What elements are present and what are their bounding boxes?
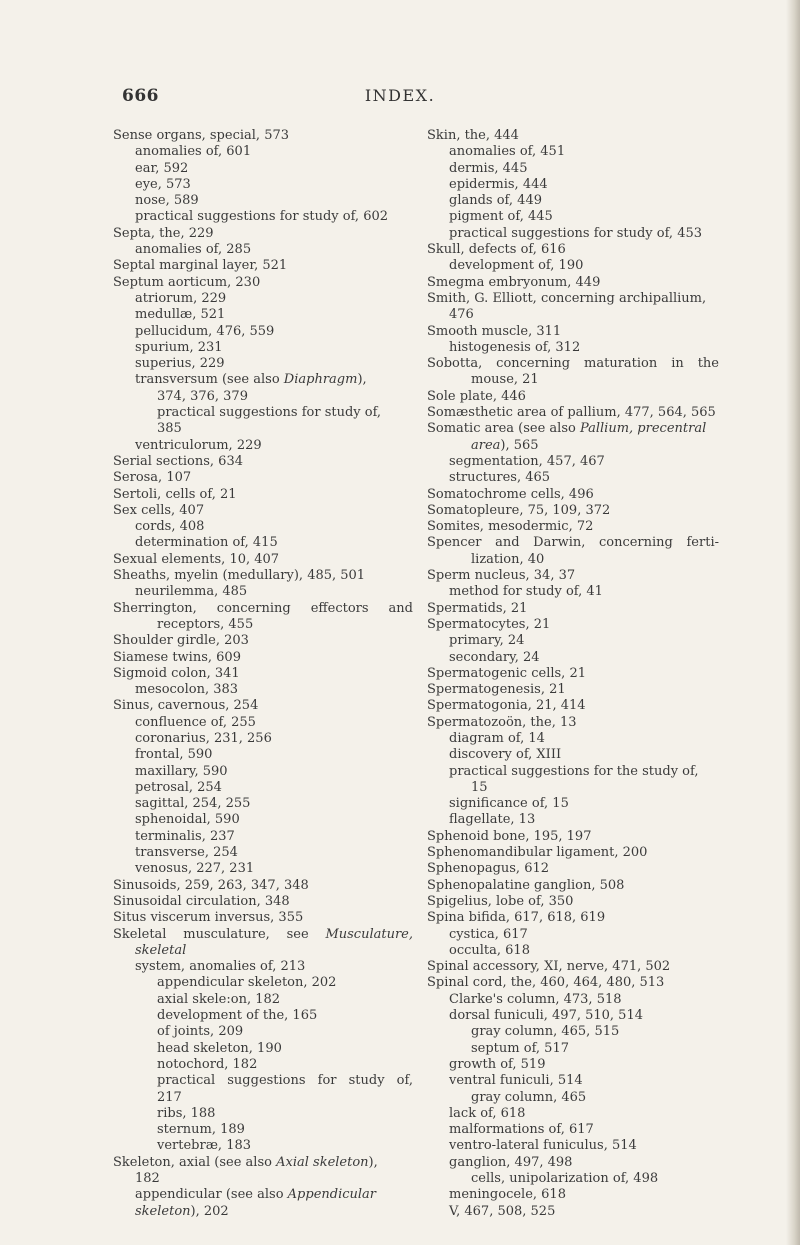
- entry-text: 476: [449, 307, 474, 323]
- index-entry: [427, 829, 719, 845]
- index-entry: [427, 405, 719, 421]
- entry-text: Sinusoidal circulation, 348: [113, 893, 290, 909]
- entry-text: gray column, 465: [471, 1089, 587, 1105]
- entry-text: histogenesis of, 312: [449, 339, 581, 355]
- entry-text: practical suggestions for the study of,: [449, 763, 699, 779]
- index-entry-continuation: [113, 1090, 413, 1106]
- index-entry: [427, 568, 719, 584]
- index-subentry: [427, 764, 719, 780]
- entry-trailing-text: ), 565: [500, 437, 539, 453]
- entry-text: Spermatocytes, 21: [427, 616, 551, 632]
- index-subentry: [113, 731, 413, 747]
- entry-italic-text: skeleton: [135, 1203, 191, 1219]
- index-entry-continuation: [113, 1024, 413, 1040]
- entry-text: atriorum, 229: [135, 290, 227, 306]
- index-subentry: [427, 307, 719, 323]
- index-entry: [427, 128, 719, 144]
- index-entry: [427, 503, 719, 519]
- index-entry: [113, 454, 413, 470]
- entry-italic-text: area: [471, 437, 501, 453]
- index-subentry: [113, 764, 413, 780]
- index-entry: [427, 698, 719, 714]
- entry-text: Smegma embryonum, 449: [427, 274, 601, 290]
- entry-text: Sherrington, concerning effectors and: [113, 600, 413, 616]
- index-subentry: [427, 1187, 719, 1203]
- index-entry: [113, 1155, 413, 1171]
- index-entry: [427, 617, 719, 633]
- entry-text: Smith, G. Elliott, concerning archipallium,: [427, 290, 707, 306]
- page-header: [0, 86, 800, 110]
- page-number: 666: [122, 86, 159, 106]
- page-edge-shadow: [786, 0, 800, 1245]
- index-entry: [427, 845, 719, 861]
- index-entry-continuation: [427, 780, 719, 796]
- index-subentry: [113, 438, 413, 454]
- entry-text: Somites, mesodermic, 72: [427, 519, 594, 535]
- index-subentry: [113, 1138, 413, 1154]
- index-entry: [427, 910, 719, 926]
- index-subentry: [427, 177, 719, 193]
- entry-text: Sheaths, myelin (medullary), 485, 501: [113, 568, 366, 584]
- index-subentry: [427, 193, 719, 209]
- entry-text: pigment of, 445: [449, 209, 553, 225]
- index-entry: [113, 894, 413, 910]
- index-entry-continuation: [113, 421, 413, 437]
- entry-italic-text: Axial skeleton: [276, 1154, 369, 1170]
- index-subentry: [113, 519, 413, 535]
- entry-text: 385: [157, 421, 182, 437]
- index-subentry: [427, 812, 719, 828]
- index-subentry: [113, 1204, 413, 1220]
- entry-text: Skull, defects of, 616: [427, 242, 566, 258]
- entry-text: practical suggestions for study of, 602: [135, 209, 389, 225]
- index-subentry: [113, 405, 413, 421]
- index-entry: [113, 568, 413, 584]
- index-entry: [427, 959, 719, 975]
- entry-text: discovery of, XIII: [449, 747, 562, 763]
- entry-text: Septa, the, 229: [113, 225, 214, 241]
- entry-text: Sphenopalatine ganglion, 508: [427, 877, 625, 893]
- index-subentry: [113, 584, 413, 600]
- entry-text: frontal, 590: [135, 747, 213, 763]
- entry-text: practical suggestions for study of,: [157, 405, 382, 421]
- entry-text: glands of, 449: [449, 193, 542, 209]
- entry-text: cells, unipolarization of, 498: [471, 1171, 659, 1186]
- entry-text: coronarius, 231, 256: [135, 730, 272, 746]
- index-subentry: [113, 975, 413, 991]
- index-entry: [113, 633, 413, 649]
- index-subentry: [113, 340, 413, 356]
- entry-text: spurium, 231: [135, 339, 223, 355]
- entry-text: Serosa, 107: [113, 470, 192, 486]
- entry-text: method for study of, 41: [449, 584, 603, 600]
- index-subentry: [427, 1171, 719, 1187]
- index-subentry: [427, 1073, 719, 1089]
- index-column-right: [427, 128, 719, 1220]
- index-subentry: [113, 943, 413, 959]
- entry-italic-text: Diaphragm: [283, 372, 358, 388]
- entry-text: practical suggestions for study of, 453: [449, 225, 703, 241]
- index-subentry: [427, 992, 719, 1008]
- entry-text: 15: [471, 779, 488, 795]
- index-subentry: [427, 1122, 719, 1138]
- index-subentry: [113, 992, 413, 1008]
- index-entry: [113, 128, 413, 144]
- entry-text: lack of, 618: [449, 1105, 526, 1121]
- index-subentry: [113, 307, 413, 323]
- index-entry: [113, 910, 413, 926]
- entry-text: head skeleton, 190: [157, 1040, 282, 1056]
- index-subentry: [113, 535, 413, 551]
- index-subentry: [427, 161, 719, 177]
- index-subentry: [427, 633, 719, 649]
- entry-text: Skeleton, axial (see also: [113, 1154, 277, 1170]
- entry-text: anomalies of, 285: [135, 242, 252, 258]
- entry-text: cystica, 617: [449, 926, 528, 942]
- entry-text: Sphenopagus, 612: [427, 861, 550, 877]
- index-column-left: [113, 128, 413, 1220]
- index-subentry: [427, 927, 719, 943]
- index-subentry: [427, 209, 719, 225]
- entry-text: segmentation, 457, 467: [449, 453, 605, 469]
- entry-text: Shoulder girdle, 203: [113, 633, 249, 649]
- entry-text: development of the, 165: [157, 1008, 318, 1024]
- entry-text: Spinal cord, the, 460, 464, 480, 513: [427, 975, 665, 991]
- index-subentry: [427, 340, 719, 356]
- index-subentry: [113, 356, 413, 372]
- index-entry: [427, 975, 719, 991]
- index-subentry: [113, 1057, 413, 1073]
- entry-text: Spermatozoön, the, 13: [427, 714, 577, 730]
- index-entry: [113, 226, 413, 242]
- entry-text: 217: [157, 1089, 182, 1105]
- entry-text: Sphenomandibular ligament, 200: [427, 845, 648, 861]
- entry-text: anomalies of, 601: [135, 144, 252, 160]
- entry-text: practical suggestions for study of,: [157, 1073, 413, 1089]
- index-subentry: [113, 291, 413, 307]
- entry-text: Sexual elements, 10, 407: [113, 551, 280, 567]
- entry-text: of joints, 209: [157, 1024, 244, 1040]
- entry-text: vertebræ, 183: [157, 1138, 252, 1154]
- index-entry: [427, 861, 719, 877]
- index-subentry: [427, 1090, 719, 1106]
- index-subentry: [113, 796, 413, 812]
- index-subentry: [113, 959, 413, 975]
- index-subentry: [427, 226, 719, 242]
- index-subentry: [113, 161, 413, 177]
- index-entry-continuation: [113, 617, 413, 633]
- entry-text: Siamese twins, 609: [113, 649, 241, 665]
- index-entry: [427, 715, 719, 731]
- entry-text: Sperm nucleus, 34, 37: [427, 568, 576, 584]
- entry-text: appendicular skeleton, 202: [157, 975, 337, 991]
- entry-text: septum of, 517: [471, 1040, 569, 1056]
- entry-text: terminalis, 237: [135, 828, 235, 844]
- entry-text: Clarke's column, 473, 518: [449, 991, 622, 1007]
- entry-text: Spermatogenesis, 21: [427, 682, 566, 698]
- index-subentry: [113, 1008, 413, 1024]
- index-subentry: [427, 1138, 719, 1154]
- index-entry: [427, 601, 719, 617]
- index-entry: [427, 666, 719, 682]
- entry-text: Sex cells, 407: [113, 502, 205, 518]
- entry-text: Spinal accessory, XI, nerve, 471, 502: [427, 959, 671, 975]
- index-entry-continuation: [427, 552, 719, 568]
- index-entry-continuation: [113, 389, 413, 405]
- index-subentry: [113, 715, 413, 731]
- entry-text: Serial sections, 634: [113, 453, 243, 469]
- entry-text: Skeletal musculature, see: [113, 926, 326, 942]
- entry-text: ear, 592: [135, 160, 189, 176]
- entry-text: development of, 190: [449, 258, 584, 274]
- entry-italic-text: Musculature,: [325, 926, 413, 942]
- entry-text: Spermatogenic cells, 21: [427, 665, 586, 681]
- index-subentry: [427, 584, 719, 600]
- entry-text: Spermatogonia, 21, 414: [427, 698, 586, 714]
- entry-text: Sphenoid bone, 195, 197: [427, 828, 592, 844]
- entry-text: ventriculorum, 229: [135, 437, 262, 453]
- index-subentry: [427, 454, 719, 470]
- index-entry: [427, 421, 719, 437]
- entry-text: 182: [135, 1171, 160, 1186]
- index-subentry: [113, 1187, 413, 1203]
- index-subentry: [427, 144, 719, 160]
- entry-text: ribs, 188: [157, 1105, 216, 1121]
- entry-text: primary, 24: [449, 633, 525, 649]
- entry-text: Sole plate, 446: [427, 388, 526, 404]
- entry-text: Sense organs, special, 573: [113, 128, 290, 143]
- index-entry: [427, 519, 719, 535]
- entry-text: determination of, 415: [135, 535, 278, 551]
- entry-text: Somatopleure, 75, 109, 372: [427, 502, 611, 518]
- entry-text: pellucidum, 476, 559: [135, 323, 275, 339]
- entry-text: Somatochrome cells, 496: [427, 486, 594, 502]
- index-entry: [113, 258, 413, 274]
- entry-text: Sigmoid colon, 341: [113, 665, 240, 681]
- index-entry: [113, 487, 413, 503]
- entry-trailing-text: ), 202: [190, 1203, 229, 1219]
- index-entry: [427, 682, 719, 698]
- entry-italic-text: skeletal: [135, 942, 187, 958]
- index-subentry: [113, 1122, 413, 1138]
- index-subentry: [113, 209, 413, 225]
- index-subentry: [427, 470, 719, 486]
- index-subentry: [113, 372, 413, 388]
- index-subentry: [113, 177, 413, 193]
- entry-text: anomalies of, 451: [449, 144, 566, 160]
- entry-text: Spencer and Darwin, concerning ferti-: [427, 535, 719, 551]
- entry-text: cords, 408: [135, 519, 205, 535]
- entry-text: petrosal, 254: [135, 779, 222, 795]
- entry-text: secondary, 24: [449, 649, 540, 665]
- index-subentry: [113, 747, 413, 763]
- entry-text: sagittal, 254, 255: [135, 796, 251, 812]
- index-entry: [113, 552, 413, 568]
- index-subentry: [427, 747, 719, 763]
- index-entry-continuation: [427, 438, 719, 454]
- index-subentry: [113, 242, 413, 258]
- index-subentry: [427, 1057, 719, 1073]
- entry-text: ganglion, 497, 498: [449, 1154, 573, 1170]
- entry-text: V, 467, 508, 525: [449, 1203, 556, 1219]
- entry-text: Somatic area (see also: [427, 421, 580, 437]
- entry-text: appendicular (see also: [135, 1187, 288, 1203]
- index-entry: [113, 275, 413, 291]
- entry-text: mesocolon, 383: [135, 682, 239, 698]
- entry-text: superius, 229: [135, 356, 225, 372]
- entry-text: system, anomalies of, 213: [135, 959, 306, 975]
- index-entry: [427, 487, 719, 503]
- index-subentry: [427, 943, 719, 959]
- entry-text: notochord, 182: [157, 1056, 258, 1072]
- index-subentry: [113, 812, 413, 828]
- entry-text: Septum aorticum, 230: [113, 274, 261, 290]
- entry-text: Situs viscerum inversus, 355: [113, 910, 304, 926]
- index-entry: [427, 878, 719, 894]
- entry-text: epidermis, 444: [449, 176, 548, 192]
- entry-text: receptors, 455: [157, 616, 254, 632]
- entry-italic-text: Appendicular: [287, 1187, 377, 1203]
- index-subentry: [427, 1204, 719, 1220]
- entry-text: significance of, 15: [449, 796, 569, 812]
- entry-text: dermis, 445: [449, 160, 528, 176]
- entry-text: Spermatids, 21: [427, 600, 528, 616]
- entry-text: diagram of, 14: [449, 730, 545, 746]
- entry-text: sternum, 189: [157, 1122, 245, 1138]
- index-subentry: [113, 1073, 413, 1089]
- entry-text: sphenoidal, 590: [135, 812, 240, 828]
- index-subentry: [427, 1041, 719, 1057]
- index-subentry: [427, 731, 719, 747]
- entry-trailing-text: ),: [357, 372, 367, 388]
- entry-text: Spigelius, lobe of, 350: [427, 893, 574, 909]
- index-entry: [113, 650, 413, 666]
- entry-text: transverse, 254: [135, 845, 238, 861]
- entry-text: Spina bifida, 617, 618, 619: [427, 910, 606, 926]
- entry-text: venosus, 227, 231: [135, 861, 255, 877]
- entry-text: Somæsthetic area of pallium, 477, 564, 565: [427, 405, 716, 421]
- index-entry: [427, 242, 719, 258]
- entry-text: medullæ, 521: [135, 307, 226, 323]
- entry-text: Smooth muscle, 311: [427, 323, 562, 339]
- entry-text: Septal marginal layer, 521: [113, 258, 288, 274]
- entry-text: growth of, 519: [449, 1056, 546, 1072]
- index-subentry: [113, 1041, 413, 1057]
- index-subentry: [427, 258, 719, 274]
- entry-text: axial skele:on, 182: [157, 991, 281, 1007]
- index-subentry: [113, 1171, 413, 1187]
- index-subentry: [113, 845, 413, 861]
- entry-text: gray column, 465, 515: [471, 1024, 620, 1040]
- index-subentry: [113, 780, 413, 796]
- entry-text: maxillary, 590: [135, 763, 228, 779]
- index-subentry: [113, 682, 413, 698]
- index-entry: [427, 389, 719, 405]
- entry-text: Skin, the, 444: [427, 128, 519, 143]
- entry-text: dorsal funiculi, 497, 510, 514: [449, 1008, 643, 1024]
- entry-text: nose, 589: [135, 193, 199, 209]
- entry-text: lization, 40: [471, 551, 545, 567]
- entry-text: malformations of, 617: [449, 1122, 594, 1138]
- entry-trailing-text: ),: [368, 1154, 378, 1170]
- entry-text: 374, 376, 379: [157, 388, 248, 404]
- entry-text: mouse, 21: [471, 372, 539, 388]
- index-subentry: [113, 1106, 413, 1122]
- index-subentry: [113, 861, 413, 877]
- entry-text: eye, 573: [135, 176, 191, 192]
- index-entry: [427, 535, 719, 551]
- index-subentry: [427, 1106, 719, 1122]
- index-subentry: [113, 144, 413, 160]
- index-entry: [113, 470, 413, 486]
- index-entry-continuation: [427, 372, 719, 388]
- entry-text: Sertoli, cells of, 21: [113, 486, 237, 502]
- index-subentry: [427, 1155, 719, 1171]
- index-entry: [113, 878, 413, 894]
- index-subentry: [113, 193, 413, 209]
- index-subentry: [427, 1008, 719, 1024]
- entry-text: meningocele, 618: [449, 1187, 566, 1203]
- entry-text: ventro-lateral funiculus, 514: [449, 1138, 637, 1154]
- index-subentry: [113, 829, 413, 845]
- index-entry: [427, 275, 719, 291]
- entry-text: Sinus, cavernous, 254: [113, 698, 259, 714]
- index-entry: [427, 356, 719, 372]
- entry-text: confluence of, 255: [135, 714, 256, 730]
- index-entry: [113, 698, 413, 714]
- entry-text: Sinusoids, 259, 263, 347, 348: [113, 877, 309, 893]
- index-entry: [427, 324, 719, 340]
- entry-text: neurilemma, 485: [135, 584, 248, 600]
- entry-text: transversum (see also: [135, 372, 284, 388]
- index-subentry: [427, 1024, 719, 1040]
- entry-text: ventral funiculi, 514: [449, 1073, 583, 1089]
- index-entry: [113, 503, 413, 519]
- index-subentry: [113, 324, 413, 340]
- index-entry: [427, 894, 719, 910]
- entry-italic-text: Pallium, precentral: [579, 421, 707, 437]
- index-entry: [113, 666, 413, 682]
- index-subentry: [427, 650, 719, 666]
- entry-text: Sobotta, concerning maturation in the: [427, 356, 719, 372]
- index-entry: [113, 927, 413, 943]
- entry-text: flagellate, 13: [449, 812, 536, 828]
- index-entry: [113, 601, 413, 617]
- running-title: INDEX.: [364, 86, 436, 105]
- index-subentry: [427, 796, 719, 812]
- entry-text: structures, 465: [449, 470, 551, 486]
- index-entry: [427, 291, 719, 307]
- entry-text: occulta, 618: [449, 942, 530, 958]
